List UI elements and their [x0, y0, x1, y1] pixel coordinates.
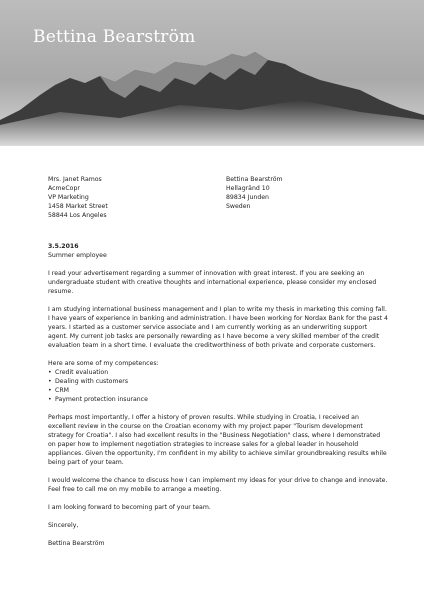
list-item: • Dealing with customers — [55, 377, 388, 386]
recipient-department: VP Marketing — [48, 194, 89, 201]
sender-street: Hellagränd 10 — [226, 185, 270, 192]
recipient-city: 58844 Los Angeles — [48, 212, 107, 219]
recipient-company: AcmeCopr — [48, 185, 80, 192]
sender-city: 89834 Junden — [226, 194, 269, 201]
recipient-name: Mrs. Janet Ramos — [48, 176, 102, 183]
header-banner — [0, 0, 424, 146]
signature: Bettina Bearström — [48, 540, 105, 547]
sender-country: Sweden — [226, 203, 251, 210]
paragraph-meeting: I would welcome the chance to discuss how I can implement my ideas for your drive to change and innovate. Feel free to call me on my mobile to arrange a meeting. — [48, 477, 388, 493]
closing: Sincerely, — [48, 522, 79, 529]
recipient-street: 1458 Market Street — [48, 203, 108, 210]
header-name: Bettina Bearström — [33, 27, 196, 47]
paragraph-looking-forward: I am looking forward to becoming part of your team. — [48, 504, 211, 511]
sender-name: Bettina Bearström — [226, 176, 283, 183]
list-item: • Credit evaluation — [55, 368, 388, 377]
paragraph-results: Perhaps most importantly, I offer a history of proven results. While studying in Croatia, I received an excellent review in the course on the Croatian economy with my project paper "Tourism development strategy for Croatia". I also had excellent results in the "Business Negotiation" class, where I demonstrated on paper how to implement negotiation strategies to increase sales for a global leader in household appliances. Given the opportunity, I'm confident in my ability to achieve similar groundbreaking results while being part of your team. — [48, 414, 387, 466]
list-item: • Payment protection insurance — [55, 395, 388, 404]
letter-subject: Summer employee — [48, 252, 107, 259]
mountain-image — [0, 0, 424, 146]
sender-address — [226, 175, 283, 211]
recipient-address — [48, 175, 108, 220]
letter-body — [48, 242, 388, 548]
list-item: • CRM — [55, 386, 388, 395]
paragraph-intro: I read your advertisement regarding a summer of innovation with great interest. If you are seeking an undergraduate student with creative thoughts and international experience, please consider my enclosed resume. — [48, 270, 377, 295]
paragraph-experience: I am studying international business management and I plan to write my thesis in marketing this coming fall. I have years of experience in banking and administration. I have been working for Nordax Bank for the past 4 years. I started as a customer service associate and I am currently working as an underwriting support agent. My current job tasks are personally rewarding as I have become a very skilled member of the credit evaluation team in a short time. I evaluate the creditworthiness of both private and corporate customers. — [48, 306, 388, 349]
letter-date: 3.5.2016 — [48, 243, 79, 250]
paragraph-competences-intro: Here are some of my competences: — [48, 360, 159, 367]
competences-list — [48, 368, 388, 404]
